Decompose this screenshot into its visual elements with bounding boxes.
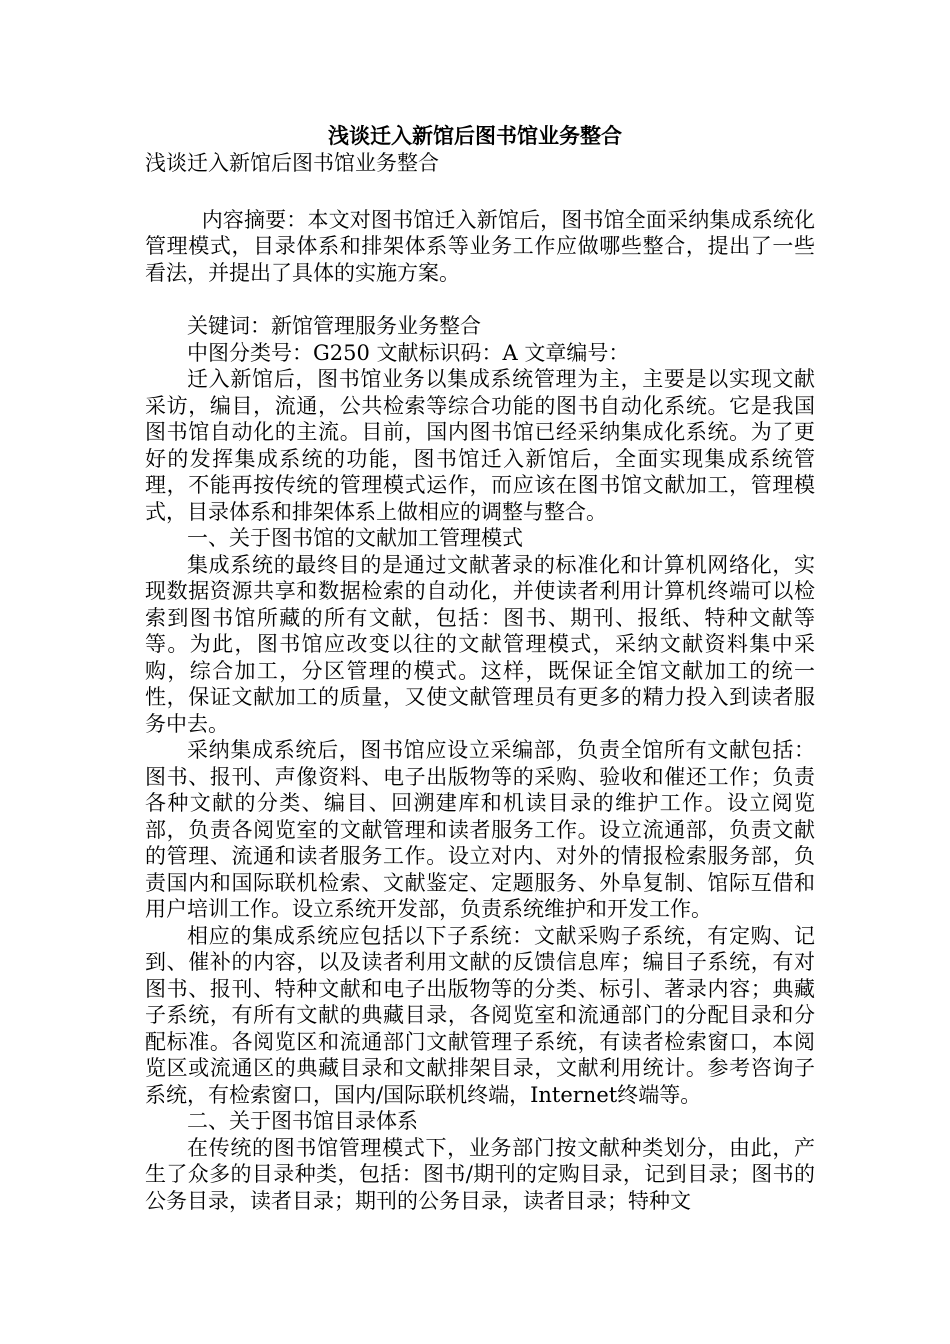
abstract-paragraph: 内容摘要：本文对图书馆迁入新馆后，图书馆全面采纳集成系统化管理模式，目录体系和排架体系等业务工作应做哪些整合，提出了一些看法，并提出了具体的实施方案。: [145, 207, 815, 285]
body-paragraph: 相应的集成系统应包括以下子系统：文献采购子系统，有定购、记到、催补的内容，以及读者利用文献的反馈信息库；编目子系统，有对图书、报刊、特种文献和电子出版物等的分类、标引、著录内容；典藏子系统，有所有文献的典藏目录，各阅览室和流通部门的分配目录和分配标准。各阅览区和流通部门文献管理子系统，有读者检索窗口，本阅览区或流通区的典藏目录和文献排架目录，文献利用统计。参考咨询子系统，有检索窗口，国内/国际联机终端，Internet终端等。: [145, 923, 815, 1107]
section-heading: 二、关于图书馆目录体系: [187, 1109, 418, 1133]
body-paragraph: 集成系统的最终目的是通过文献著录的标准化和计算机网络化，实现数据资源共享和数据检索的自动化，并使读者利用计算机终端可以检索到图书馆所藏的所有文献，包括：图书、期刊、报纸、特种文献等等。为此，图书馆应改变以往的文献管理模式，采纳文献资料集中采购，综合加工，分区管理的模式。这样，既保证全馆文献加工的统一性，保证文献加工的质量，又使文献管理员有更多的精力投入到读者服务中去。: [145, 552, 815, 736]
body-paragraph: 迁入新馆后，图书馆业务以集成系统管理为主，主要是以实现文献采访，编目，流通，公共检索等综合功能的图书自动化系统。它是我国图书馆自动化的主流。目前，国内图书馆已经采纳集成化系统。为了更好的发挥集成系统的功能，图书馆迁入新馆后，全面实现集成系统管理，不能再按传统的管理模式运作，而应该在图书馆文献加工，管理模式，目录体系和排架体系上做相应的调整与整合。: [145, 367, 815, 524]
spacer: [145, 286, 815, 313]
spacer: [145, 177, 815, 207]
document-title: 浅谈迁入新馆后图书馆业务整合: [328, 124, 622, 148]
body-paragraph: 在传统的图书馆管理模式下，业务部门按文献种类划分，由此，产生了众多的目录种类，包括：图书/期刊的定购目录，记到目录；图书的公务目录，读者目录；期刊的公务目录，读者目录；特种文: [145, 1135, 815, 1213]
keywords-line: 关键词：新馆管理服务业务整合: [187, 314, 481, 338]
section-heading: 一、关于图书馆的文献加工管理模式: [187, 526, 523, 550]
document-body: [145, 150, 815, 1214]
body-paragraph: 采纳集成系统后，图书馆应设立采编部，负责全馆所有文献包括：图书、报刊、声像资料、电子出版物等的采购、验收和催还工作；负责各种文献的分类、编目、回溯建库和机读目录的维护工作。设立阅览部，负责各阅览室的文献管理和读者服务工作。设立流通部，负责文献的管理、流通和读者服务工作。设立对内、对外的情报检索服务部，负责国内和国际联机检索、文献鉴定、定题服务、外阜复制、馆际互借和用户培训工作。设立系统开发部，负责系统维护和开发工作。: [145, 738, 815, 921]
classification-line: 中图分类号：G250 文献标识码：A 文章编号：: [187, 340, 630, 365]
document-subtitle: 浅谈迁入新馆后图书馆业务整合: [145, 151, 439, 175]
